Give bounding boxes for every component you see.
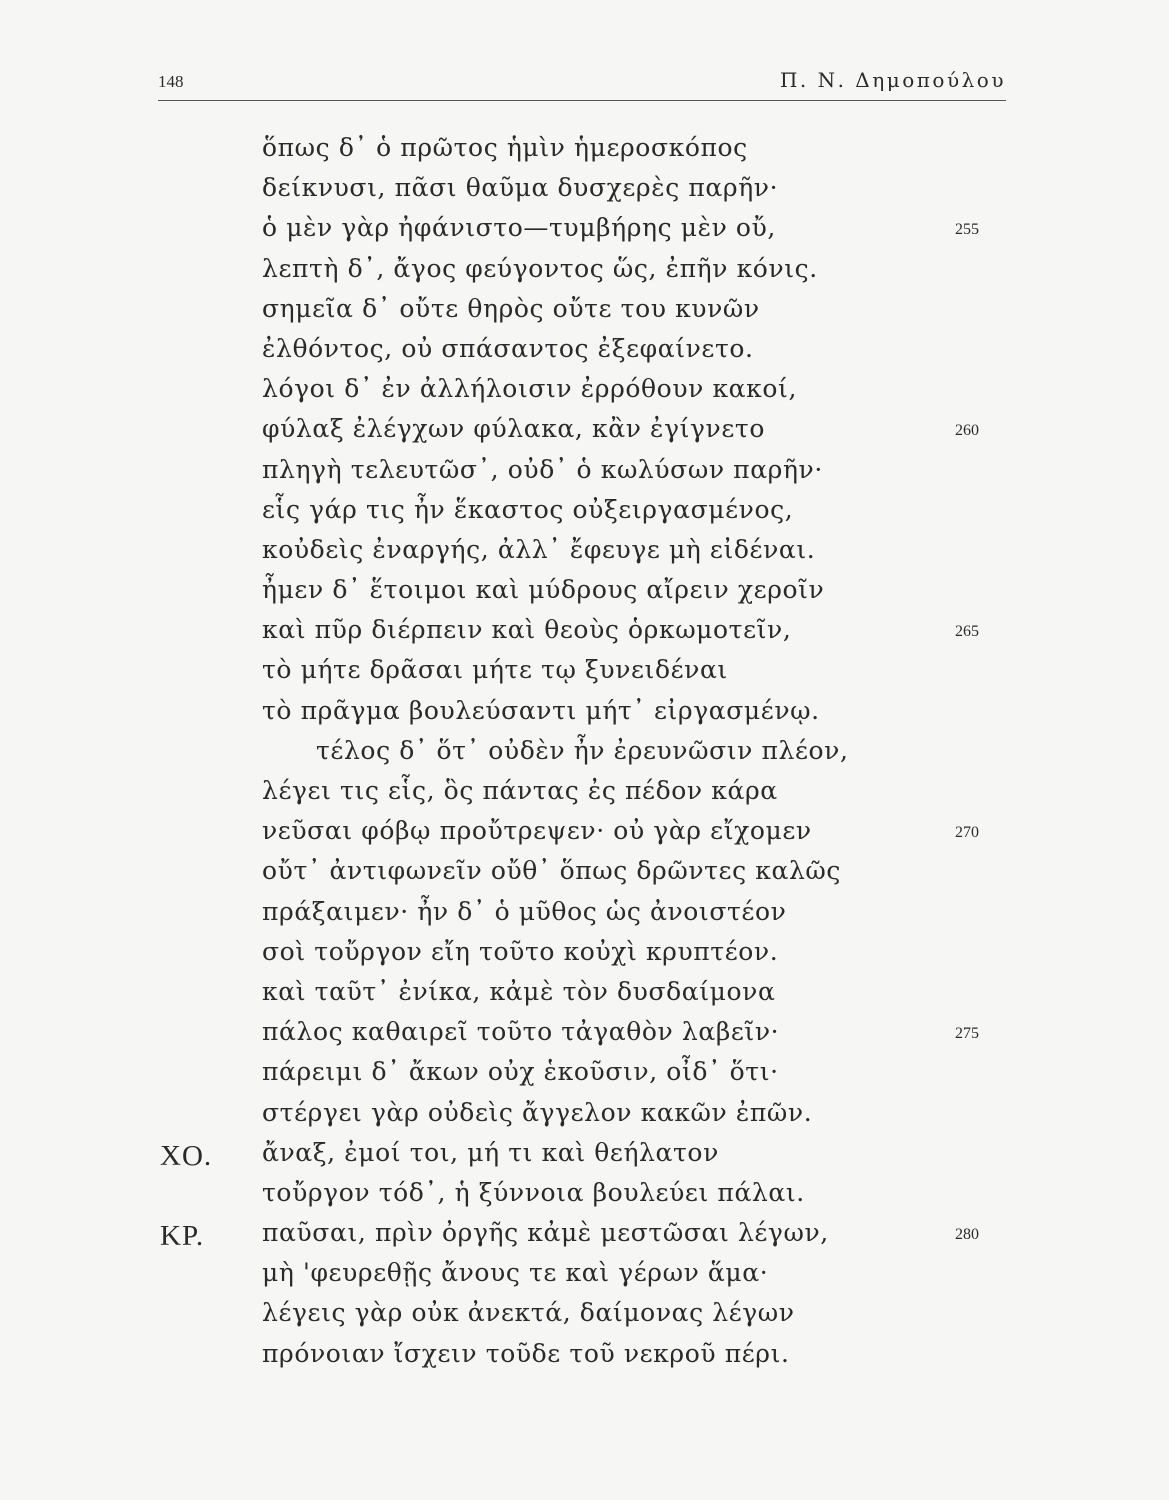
line-number: 275 (955, 1025, 979, 1043)
verse-text: πράξαιμεν· ἦν δ᾽ ὁ μῦθος ὡς ἀνοιστέον (262, 896, 787, 926)
verse-text: τὸ μήτε δρᾶσαι μήτε τῳ ξυνειδέναι (262, 655, 728, 685)
verse-line (0, 1017, 1169, 1057)
header-rule (158, 100, 1006, 101)
verse-text: ὁ μὲν γὰρ ἠφάνιστο—τυμβήρης μὲν οὔ, (262, 213, 776, 243)
verse-text: ἦμεν δ᾽ ἕτοιμοι καὶ μύδρους αἴρειν χεροῖν (262, 575, 825, 605)
verse-line (0, 1178, 1169, 1218)
verse-text: μὴ 'φευρεθῇς ἄνους τε καὶ γέρων ἅμα· (262, 1258, 769, 1288)
line-number: 270 (955, 824, 979, 842)
verse-text: φύλαξ ἐλέγχων φύλακα, κἂν ἐγίγνετο (262, 414, 765, 444)
verse-line (0, 1218, 1169, 1258)
verse-line (0, 897, 1169, 937)
verse-line (0, 254, 1169, 294)
verse-text: τέλος δ᾽ ὅτ᾽ οὐδὲν ἦν ἐρευνῶσιν πλέον, (316, 735, 849, 765)
line-number: 280 (955, 1226, 979, 1244)
verse-text: πρόνοιαν ἴσχειν τοῦδε τοῦ νεκροῦ πέρι. (262, 1338, 790, 1368)
verse-line (0, 334, 1169, 374)
verse-line (0, 1057, 1169, 1097)
running-head: Π. Ν. Δημοπούλου (779, 68, 1006, 92)
verse-line (0, 213, 1169, 253)
verse-text: τὸ πρᾶγμα βουλεύσαντι μήτ᾽ εἰργασμένῳ. (262, 695, 820, 725)
line-number: 255 (955, 221, 979, 239)
verse-line (0, 1258, 1169, 1298)
verse-line (0, 977, 1169, 1017)
verse-line (0, 776, 1169, 816)
verse-text: ἄναξ, ἐμοί τοι, μή τι καὶ θεήλατον (262, 1137, 719, 1167)
verse-line (0, 455, 1169, 495)
verse-text: νεῦσαι φόβῳ προὔτρεψεν· οὐ γὰρ εἴχομεν (262, 816, 812, 846)
verse-text: καὶ ταῦτ᾽ ἐνίκα, κἀμὲ τὸν δυσδαίμονα (262, 976, 776, 1006)
verse-text: λεπτὴ δ᾽, ἄγος φεύγοντος ὥς, ἐπῆν κόνις. (262, 253, 818, 283)
verse-line (0, 294, 1169, 334)
verse-line (0, 736, 1169, 776)
verse-line (0, 816, 1169, 856)
verse-line (0, 374, 1169, 414)
page-header (158, 68, 1006, 100)
verse-line (0, 495, 1169, 535)
verse-text: λόγοι δ᾽ ἐν ἀλλήλοισιν ἐρρόθουν κακοί, (262, 374, 797, 404)
verse-line (0, 655, 1169, 695)
verse-line (0, 133, 1169, 173)
speaker-label: ΚΡ. (160, 1220, 205, 1253)
verse-line (0, 535, 1169, 575)
verse-text: λέγεις γὰρ οὐκ ἀνεκτά, δαίμονας λέγων (262, 1298, 795, 1328)
line-number: 260 (955, 422, 979, 440)
verse-text: ἐλθόντος, οὐ σπάσαντος ἐξεφαίνετο. (262, 333, 754, 363)
verse-text: οὔτ᾽ ἀντιφωνεῖν οὔθ᾽ ὅπως δρῶντες καλῶς (262, 856, 841, 886)
line-number: 265 (955, 623, 979, 641)
verse-line (0, 1138, 1169, 1178)
verse-line (0, 1339, 1169, 1379)
verse-text: λέγει τις εἷς, ὃς πάντας ἐς πέδον κάρα (262, 776, 778, 805)
verse-text: κοὐδεὶς ἐναργής, ἀλλ᾽ ἔφευγε μὴ εἰδέναι. (262, 534, 816, 564)
verse-text: καὶ πῦρ διέρπειν καὶ θεοὺς ὁρκωμοτεῖν, (262, 615, 792, 645)
verse-text: στέργει γὰρ οὐδεὶς ἄγγελον κακῶν ἐπῶν. (262, 1097, 813, 1127)
verse-text: πάλος καθαιρεῖ τοῦτο τἀγαθὸν λαβεῖν· (262, 1017, 780, 1047)
verse-line (0, 937, 1169, 977)
verse-line (0, 696, 1169, 736)
verse-block (0, 133, 1169, 1379)
verse-text: πάρειμι δ᾽ ἄκων οὐχ ἑκοῦσιν, οἶδ᾽ ὅτι· (262, 1057, 779, 1087)
verse-line (0, 615, 1169, 655)
verse-text: τοὔργον τόδ᾽, ἡ ξύννοια βουλεύει πάλαι. (262, 1177, 805, 1207)
verse-text: ὅπως δ᾽ ὁ πρῶτος ἡμὶν ἡμεροσκόπος (262, 133, 748, 162)
verse-text: σημεῖα δ᾽ οὔτε θηρὸς οὔτε του κυνῶν (262, 293, 760, 323)
verse-line (0, 1098, 1169, 1138)
verse-text: σοὶ τοὔργον εἴη τοῦτο κοὐχὶ κρυπτέον. (262, 936, 779, 966)
verse-text: εἷς γάρ τις ἦν ἕκαστος οὐξειργασμένος, (262, 494, 794, 524)
verse-line (0, 414, 1169, 454)
page-number: 148 (158, 72, 184, 91)
verse-line (0, 856, 1169, 896)
verse-line (0, 173, 1169, 213)
verse-line (0, 1298, 1169, 1338)
verse-text: παῦσαι, πρὶν ὀργῆς κἀμὲ μεστῶσαι λέγων, (262, 1218, 829, 1248)
verse-text: δείκνυσι, πᾶσι θαῦμα δυσχερὲς παρῆν· (262, 173, 779, 203)
verse-text: πληγὴ τελευτῶσ᾽, οὐδ᾽ ὁ κωλύσων παρῆν· (262, 454, 823, 484)
verse-line (0, 575, 1169, 615)
speaker-label: ΧΟ. (160, 1139, 213, 1172)
